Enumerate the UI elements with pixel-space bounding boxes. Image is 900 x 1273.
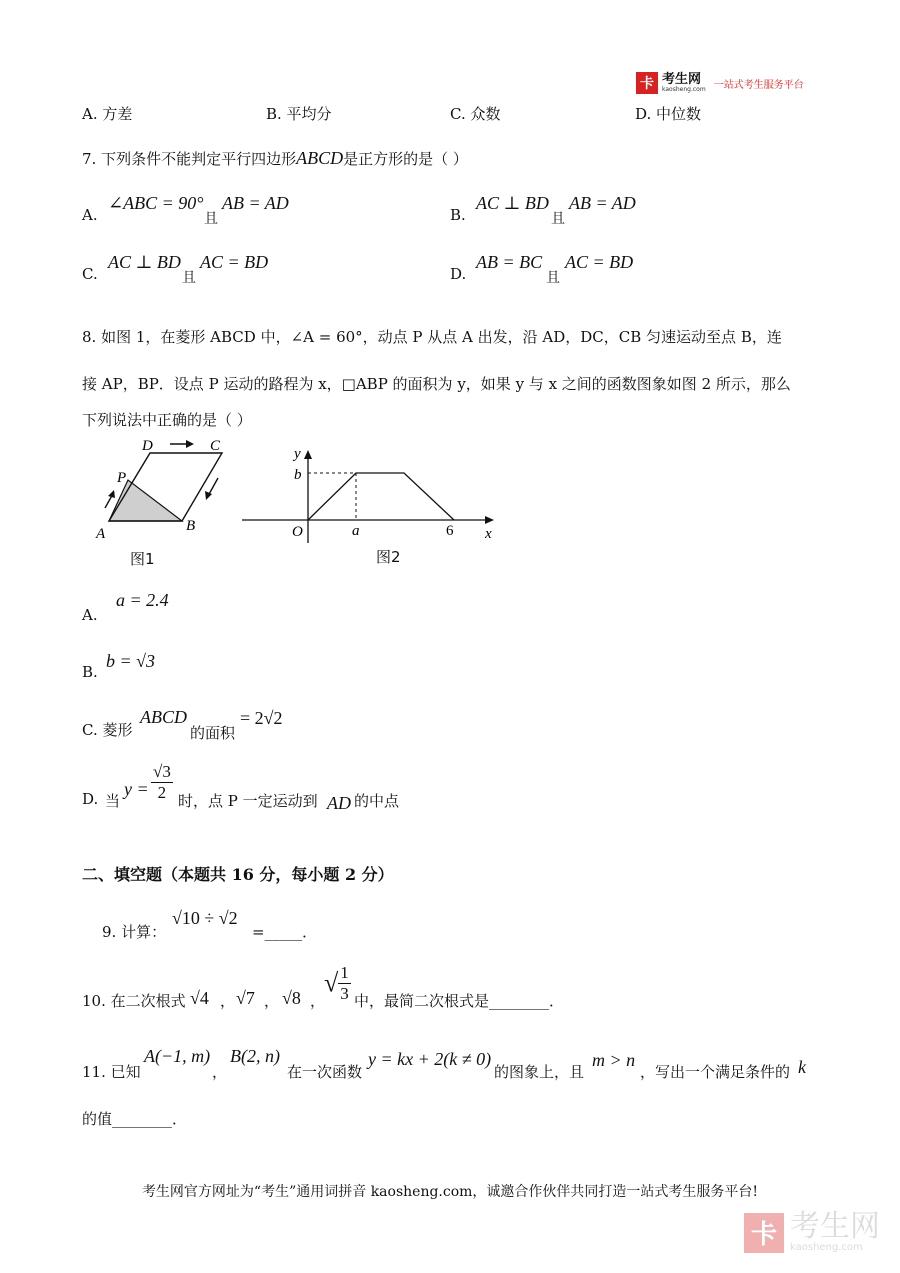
watermark-sub: kaosheng.com xyxy=(790,1242,863,1253)
q9-math: √10 ÷ √2 xyxy=(172,908,238,928)
q8-option-a-label: A. xyxy=(82,606,98,624)
fig1-label-b: B xyxy=(186,518,196,534)
q7-stem-math: ABCD xyxy=(296,148,344,168)
q8-option-a-math: a = 2.4 xyxy=(116,590,169,610)
q7-option-b-math2: AB = AD xyxy=(569,193,636,213)
q11-line2: 的值________． xyxy=(82,1110,188,1128)
fig1-label-p: P xyxy=(117,470,127,486)
q7-option-a-math1: ∠ABC = 90° xyxy=(108,193,204,213)
q10-root4-num: 1 xyxy=(340,963,349,982)
logo-tag: 一站式考生服务平台 xyxy=(713,79,804,91)
q10-root2: √7 xyxy=(236,988,255,1008)
q6-option-b: B. 平均分 xyxy=(266,105,332,123)
q11-mid: 在一次函数 xyxy=(287,1063,363,1081)
footer-text: 考生网官方网址为“考生”通用词拼音 kaosheng.com，诚邀合作伙伴共同打造一站式考生服务平台! xyxy=(141,1184,759,1200)
q10-root3: √8 xyxy=(282,988,301,1008)
q8-option-b-label: B. xyxy=(82,663,98,681)
fig2-y-arrow xyxy=(304,450,312,459)
q10-root4-den: 3 xyxy=(340,984,349,1003)
q8-option-d-ad: AD xyxy=(327,793,351,813)
q7-stem-suffix: 是正方形的是（ ） xyxy=(343,150,468,168)
q7-option-c-math2: AC = BD xyxy=(200,252,269,272)
watermark-logo-icon: 卡 xyxy=(744,1213,784,1253)
q7-option-c-math1: AC ⊥ BD xyxy=(108,252,181,272)
watermark-text xyxy=(790,1209,880,1253)
q9-prefix: 9. 计算： xyxy=(102,923,167,941)
q8-line1: 8. 如图 1，在菱形 ABCD 中，∠A = 60°，动点 P 从点 A 出发，沿 AD，DC，CB 匀速运动至点 B，连 xyxy=(82,328,782,346)
fig1-arrow-down-head xyxy=(205,491,212,500)
fig2-label-a: a xyxy=(352,523,360,539)
q7-option-a-math2: AB = AD xyxy=(222,193,289,213)
q8-option-c-val: = 2√2 xyxy=(240,708,283,728)
q11-sep: ， xyxy=(212,1063,228,1081)
q7-option-b-math1: AC ⊥ BD xyxy=(476,193,549,213)
fig2-label-b: b xyxy=(294,467,302,483)
q10-sep2: ， xyxy=(264,992,280,1010)
q10-root4-radical-icon: √ xyxy=(324,968,339,998)
q7-option-b-and: 且 xyxy=(551,211,565,227)
q11-suffix: ，写出一个满足条件的 xyxy=(640,1063,791,1081)
q9-suffix: =_____． xyxy=(252,923,318,941)
fig2-label-y: y xyxy=(294,446,301,462)
q7-stem-prefix: 7. 下列条件不能判定平行四边形 xyxy=(82,150,297,168)
q10-sep3: ， xyxy=(310,992,326,1010)
watermark-name: 考生网 xyxy=(790,1209,880,1244)
q8-option-d-mid: 时，点 P 一定运动到 xyxy=(178,792,318,810)
q11-mid2: 的图象上，且 xyxy=(494,1063,585,1081)
q8-option-d-fraction xyxy=(151,762,173,803)
q10-suffix: 中，最简二次根式是________． xyxy=(354,992,565,1010)
fig2-x-arrow xyxy=(485,516,494,524)
q8-option-c-label: C. xyxy=(82,721,98,739)
q8-option-b-math: b = √3 xyxy=(106,651,156,671)
q8-figure1 xyxy=(90,436,240,548)
q11-k: k xyxy=(798,1057,806,1077)
fig2-label-x: x xyxy=(485,526,492,542)
fig1-label-c: C xyxy=(210,438,221,454)
logo-sub: kaosheng.com xyxy=(662,85,706,93)
q7-option-c-and: 且 xyxy=(182,270,196,286)
q8-option-d-prefix: 当 xyxy=(105,792,121,810)
q10-sep1: ， xyxy=(220,992,236,1010)
q7-option-b-label: B. xyxy=(450,206,466,224)
section2-title: 二、填空题（本题共 16 分，每小题 2 分） xyxy=(82,865,394,884)
q7-option-c-label: C. xyxy=(82,265,98,283)
q8-option-c xyxy=(82,719,133,740)
q7-option-d-math2: AC = BD xyxy=(565,252,634,272)
logo-name: 考生网 xyxy=(662,71,702,87)
q11-function: y = kx + 2(k ≠ 0) xyxy=(368,1049,492,1069)
q8-line2: 接 AP，BP．设点 P 运动的路程为 x，□ABP 的面积为 y，如果 y 与 x 之间的函数图象如图 2 所示，那么 xyxy=(82,375,791,393)
q7-stem xyxy=(82,148,468,169)
q10-prefix: 10. 在二次根式 xyxy=(82,992,186,1010)
q7-option-d-label: D. xyxy=(450,265,467,283)
q10-root4 xyxy=(324,963,351,1004)
q11-prefix: 11. 已知 xyxy=(82,1063,141,1081)
q11-point-b: B(2, n) xyxy=(230,1046,280,1066)
q7-option-d-and: 且 xyxy=(546,270,560,286)
q6-option-d: D. 中位数 xyxy=(635,105,702,123)
q8-fig2-caption: 图2 xyxy=(376,548,401,566)
logo-icon: 卡 xyxy=(636,72,658,94)
logo-text xyxy=(662,71,706,93)
q8-option-c-prefix: 菱形 xyxy=(102,721,133,739)
q7-option-a-label: A. xyxy=(82,206,98,224)
q8-line3: 下列说法中正确的是（ ） xyxy=(82,411,252,429)
fig2-function-line xyxy=(308,473,454,520)
fig1-label-a: A xyxy=(96,526,106,542)
fig1-label-d: D xyxy=(142,438,153,454)
q6-option-a: A. 方差 xyxy=(82,105,133,123)
fig1-arrow-right-head xyxy=(186,440,194,448)
q8-option-c-mid: 的面积 xyxy=(190,724,236,742)
fig2-label-6: 6 xyxy=(446,523,454,539)
q8-option-d-num: √3 xyxy=(153,762,171,781)
q8-option-d-suffix: 的中点 xyxy=(354,792,400,810)
q11-condition: m > n xyxy=(592,1050,636,1070)
q8-option-d-den: 2 xyxy=(157,783,167,802)
q8-option-d-label: D. xyxy=(82,790,99,808)
fig1-shaded-triangle xyxy=(109,480,182,521)
q8-option-d-y: y = xyxy=(124,779,149,799)
q10-root1: √4 xyxy=(190,988,209,1008)
q10-root4-fraction xyxy=(338,963,351,1004)
q6-option-c: C. 众数 xyxy=(450,105,501,123)
fig2-label-o: O xyxy=(292,524,303,540)
q8-option-c-math: ABCD xyxy=(140,707,187,727)
fig1-arrow-up-head xyxy=(108,490,115,498)
q8-fig1-caption: 图1 xyxy=(130,550,155,568)
q7-option-a-and: 且 xyxy=(204,211,218,227)
q8-figure2 xyxy=(240,438,500,548)
q7-option-d-math1: AB = BC xyxy=(476,252,543,272)
header-logo xyxy=(636,72,804,94)
q11-point-a: A(−1, m) xyxy=(144,1046,211,1066)
watermark xyxy=(744,1209,880,1253)
